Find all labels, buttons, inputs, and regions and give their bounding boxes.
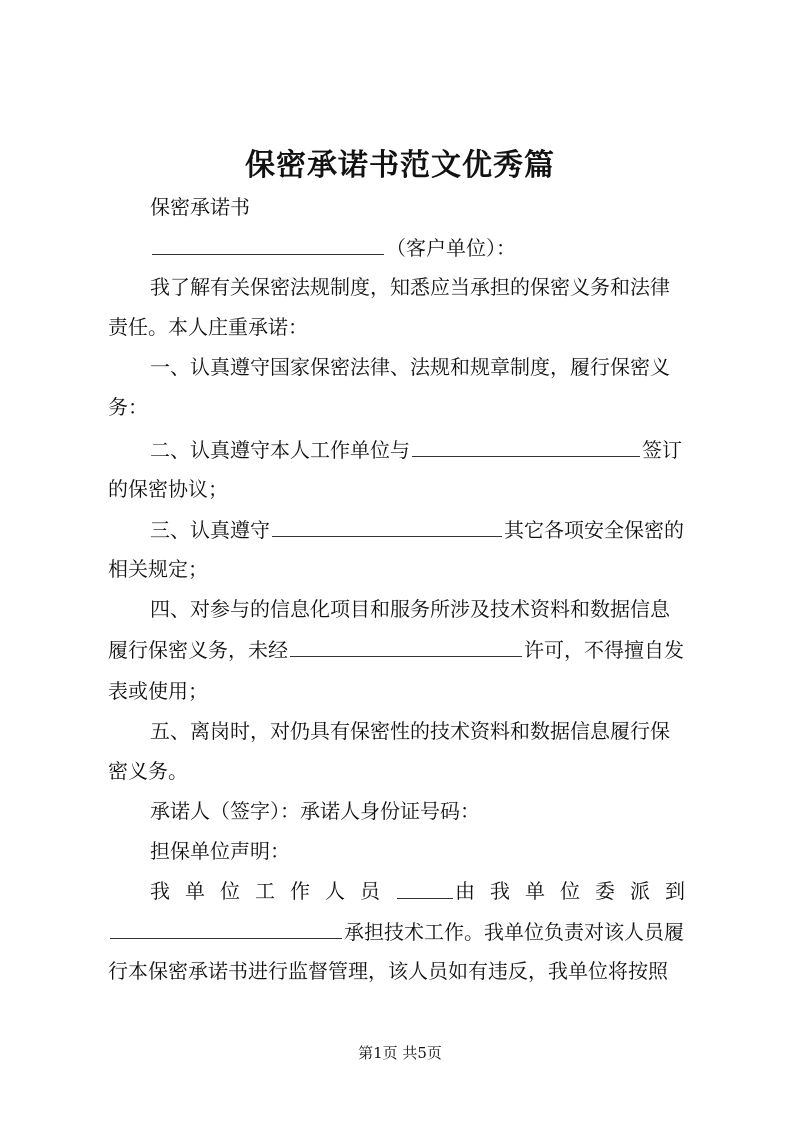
p4-text-2: 相关规定； xyxy=(108,557,208,581)
fill-blank xyxy=(412,434,640,457)
p9-text-3: 行本保密承诺书进行监督管理，该人员如有违反，我单位将按照 xyxy=(108,959,668,983)
paragraph-line xyxy=(150,514,700,545)
guarantor-heading: 担保单位声明： xyxy=(150,839,290,863)
heading-text: 保密承诺书 xyxy=(150,195,250,219)
fill-blank xyxy=(290,634,522,657)
paragraph-line xyxy=(108,916,700,947)
paragraph-line xyxy=(108,956,700,986)
document-title: 保密承诺书范文优秀篇 xyxy=(245,148,555,183)
p6-text-2: 密义务。 xyxy=(108,759,188,783)
p4-text-1b: 其它各项安全保密的 xyxy=(504,518,684,542)
paragraph-line xyxy=(108,312,700,342)
paragraph-line xyxy=(108,676,700,706)
paragraph-line xyxy=(150,594,700,624)
paragraph-line xyxy=(150,352,700,382)
paragraph-line xyxy=(108,554,700,584)
signature-text: 承诺人（签字）：承诺人身份证号码： xyxy=(150,799,480,823)
p5-text-2b: 许可，不得擅自发 xyxy=(524,638,684,662)
paragraph-line xyxy=(150,796,700,826)
p5-text-3: 表或使用； xyxy=(108,679,208,703)
fill-blank xyxy=(397,876,453,899)
paragraph-line xyxy=(150,876,700,906)
p5-text-2a: 履行保密义务，未经 xyxy=(108,638,288,662)
paragraph-line xyxy=(150,272,700,302)
p3-text-2: 的保密协议； xyxy=(108,477,228,501)
p2-text-1: 一、认真遵守国家保密法律、法规和规章制度，履行保密义 xyxy=(150,355,670,379)
p9-text-2: 承担技术工作。我单位负责对该人员履 xyxy=(344,920,684,944)
p3-text-1b: 签订 xyxy=(642,438,682,462)
p3-text-1a: 二、认真遵守本人工作单位与 xyxy=(150,438,410,462)
paragraph-line xyxy=(108,474,700,504)
heading-line xyxy=(150,192,700,222)
p1-text-2: 责任。本人庄重承诺： xyxy=(108,315,308,339)
fill-blank xyxy=(272,514,502,537)
p9-text-1a: 我单位工作人员 xyxy=(150,879,395,903)
client-line xyxy=(150,232,700,263)
client-blank xyxy=(152,232,384,255)
client-label: （客户单位）： xyxy=(386,236,516,260)
p9-text-1b: 由我单位委派到 xyxy=(455,879,700,903)
paragraph-line xyxy=(150,836,700,866)
paragraph-line xyxy=(108,634,700,665)
page-footer: 第1页 共5页 xyxy=(358,1044,442,1062)
p2-text-2: 务： xyxy=(108,395,148,419)
paragraph-line xyxy=(108,392,700,422)
p1-text-1: 我了解有关保密法规制度，知悉应当承担的保密义务和法律 xyxy=(150,275,670,299)
paragraph-line xyxy=(108,756,700,786)
paragraph-line xyxy=(150,716,700,746)
fill-blank xyxy=(110,916,342,939)
p4-text-1a: 三、认真遵守 xyxy=(150,518,270,542)
p5-text-1: 四、对参与的信息化项目和服务所涉及技术资料和数据信息 xyxy=(150,597,670,621)
p6-text-1: 五、离岗时，对仍具有保密性的技术资料和数据信息履行保 xyxy=(150,719,670,743)
paragraph-line xyxy=(150,434,700,465)
